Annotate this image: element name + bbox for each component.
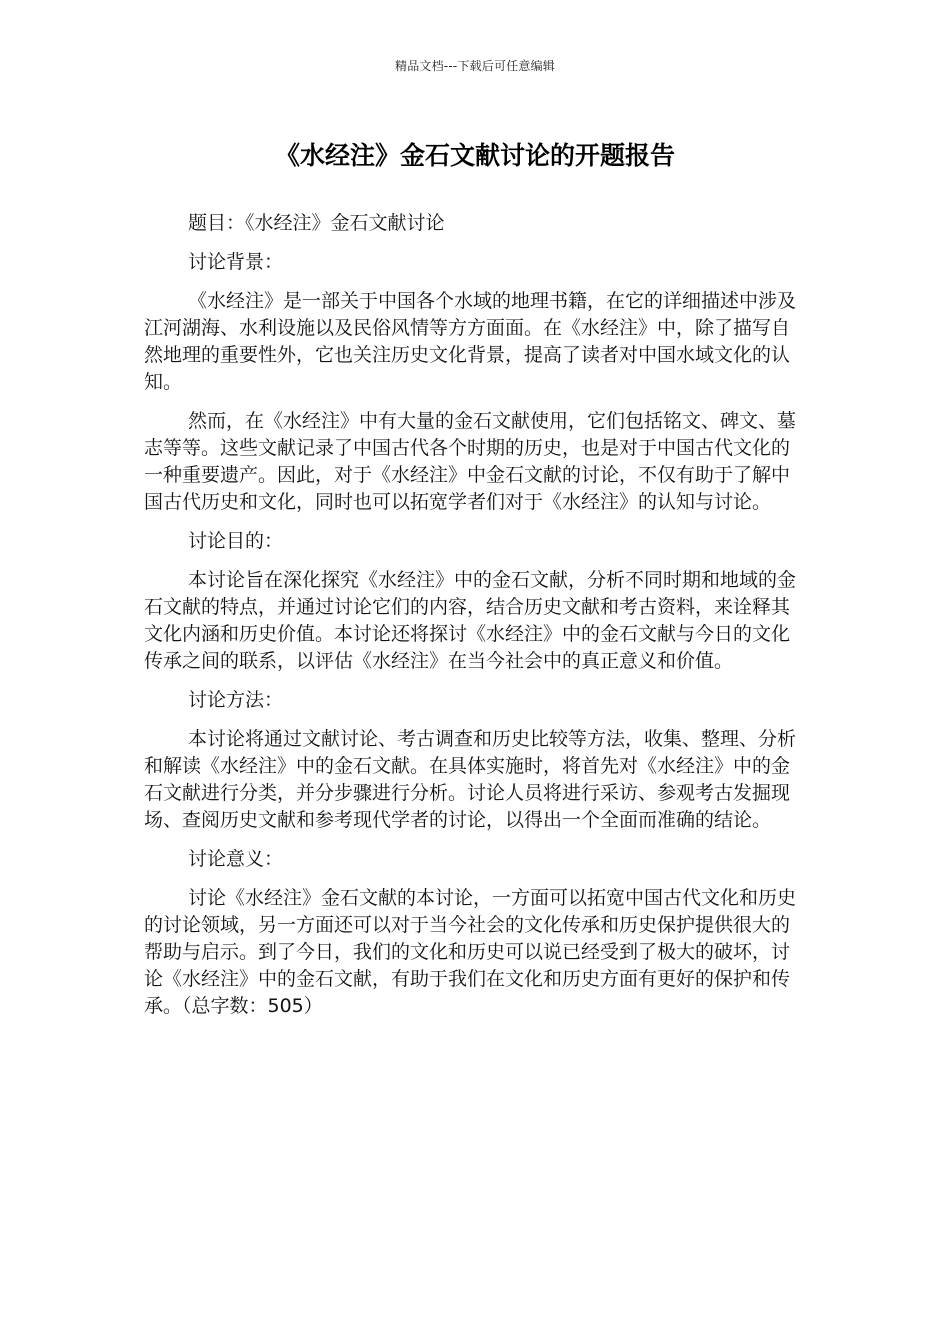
purpose-paragraph: 本讨论旨在深化探究《水经注》中的金石文献，分析不同时期和地域的金石文献的特点，并通过讨论它们的内容，结合历史文献和考古资料，来诠释其文化内涵和历史价值。本讨论还将探讨《水经注》中的金石文献与今日的文化传承之间的联系，以评估《水经注》在当今社会中的真正意义和价值。 — [144, 569, 797, 672]
significance-paragraph: 讨论《水经注》金石文献的本讨论，一方面可以拓宽中国古代文化和历史的讨论领域，另一方面还可以对于当今社会的文化传承和历史保护提供很大的帮助与启示。到了今日，我们的文化和历史可以说已经受到了极大的破坏，讨论《水经注》中的金石文献，有助于我们在文化和历史方面有更好的保护和传承。（总字数：505） — [144, 887, 797, 1017]
significance-heading: 讨论意义： — [188, 848, 284, 870]
document-title: 《水经注》金石文献讨论的开题报告 — [274, 141, 675, 170]
method-heading: 讨论方法： — [188, 689, 284, 711]
topic-line: 题目：《水经注》金石文献讨论 — [188, 212, 445, 234]
purpose-heading: 讨论目的： — [188, 530, 284, 552]
page-header-note: 精品文档---下载后可任意编辑 — [395, 59, 555, 73]
background-paragraph-2: 然而，在《水经注》中有大量的金石文献使用，它们包括铭文、碑文、墓志等等。这些文献记录了中国古代各个时期的历史，也是对于中国古代文化的一种重要遗产。因此，对于《水经注》中金石文献的讨论，不仅有助于了解中国古代历史和文化，同时也可以拓宽学者们对于《水经注》的认知与讨论。 — [144, 410, 797, 513]
background-heading: 讨论背景： — [188, 251, 284, 273]
method-paragraph: 本讨论将通过文献讨论、考古调查和历史比较等方法，收集、整理、分析和解读《水经注》中的金石文献。在具体实施时，将首先对《水经注》中的金石文献进行分类，并分步骤进行分析。讨论人员将进行采访、参观考古发掘现场、查阅历史文献和参考现代学者的讨论，以得出一个全面而准确的结论。 — [144, 728, 797, 831]
document-body — [144, 210, 800, 1032]
background-paragraph-1: 《水经注》是一部关于中国各个水域的地理书籍，在它的详细描述中涉及江河湖海、水利设施以及民俗风情等方方面面。在《水经注》中，除了描写自然地理的重要性外，它也关注历史文化背景，提高了读者对中国水域文化的认知。 — [144, 290, 797, 393]
